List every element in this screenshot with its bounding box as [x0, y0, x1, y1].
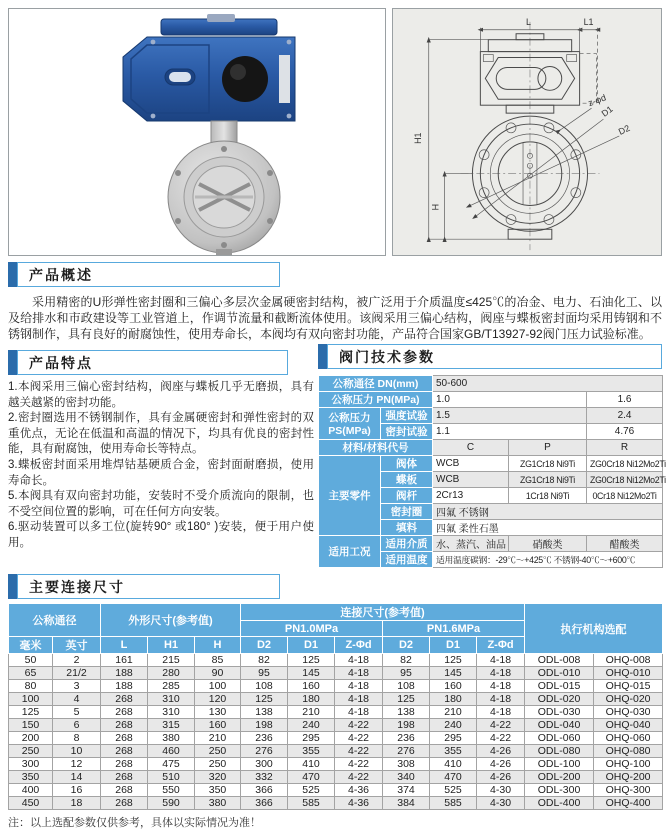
param-value: 2Cr13 [433, 488, 509, 504]
param-value: 1.1 [433, 424, 587, 440]
column-header-inch: 英寸 [53, 637, 101, 654]
table-cell: 50 [9, 654, 53, 667]
table-cell: 355 [430, 745, 477, 758]
table-cell: 510 [148, 771, 195, 784]
feature-item: 1.本阀采用三偏心密封结构，阀座与蝶板几乎无磨损，具有越关越紧的密封功能。 [8, 381, 314, 409]
table-cell: 120 [195, 693, 241, 706]
features-list [8, 380, 318, 552]
table-cell: 276 [241, 745, 288, 758]
table-cell: 268 [101, 706, 148, 719]
table-cell: 82 [241, 654, 288, 667]
table-cell: 100 [9, 693, 53, 706]
table-row [9, 706, 663, 719]
param-value: 4.76 [587, 424, 663, 440]
param-label: 适用工况 [319, 536, 381, 568]
valve-product-photo [9, 9, 385, 255]
section-header-dimensions [8, 574, 280, 599]
table-cell: 4-30 [477, 797, 525, 810]
feature-item: 5.本阀具有双向密封功能，安装时不受介质流向的限制，也不受空间位置的影响，可在任何方向安装。 [8, 490, 314, 518]
column-group-dn: 公称通径 [9, 604, 101, 637]
table-cell: 4-22 [335, 732, 383, 745]
param-value: ZG0Cr18 Ni12Mo2Ti [587, 456, 663, 472]
table-cell: 2 [53, 654, 101, 667]
param-label: 公称压力 PN(MPa) [319, 392, 433, 408]
table-cell: 268 [101, 719, 148, 732]
table-cell: OHQ-080 [594, 745, 663, 758]
table-row [9, 654, 663, 667]
param-value: 四氟 不锈钢 [433, 504, 663, 520]
table-cell: ODL-030 [525, 706, 594, 719]
dimension-drawing-panel [392, 8, 662, 256]
table-cell: 125 [383, 693, 430, 706]
param-sublabel: 填料 [381, 520, 433, 536]
table-cell: 236 [241, 732, 288, 745]
table-cell: ODL-200 [525, 771, 594, 784]
table-cell: 4-18 [335, 680, 383, 693]
param-value: 四氟 柔性石墨 [433, 520, 663, 536]
table-cell: OHQ-008 [594, 654, 663, 667]
table-cell: 300 [9, 758, 53, 771]
dim-label-D1: D1 [599, 103, 615, 119]
table-cell: 470 [430, 771, 477, 784]
table-cell: 366 [241, 797, 288, 810]
param-value: 醋酸类 [587, 536, 663, 552]
table-cell: 4-18 [477, 680, 525, 693]
table-cell: OHQ-300 [594, 784, 663, 797]
table-cell: 138 [383, 706, 430, 719]
header-accent-bar [8, 350, 17, 375]
column-group-connect: 连接尺寸(参考值) [241, 604, 525, 621]
feature-item: 3.蝶板密封面采用堆焊钴基硬质合金，密封面耐磨损，使用寿命长。 [8, 458, 314, 487]
table-cell: 250 [195, 758, 241, 771]
table-cell: 150 [9, 719, 53, 732]
param-value: 1.5 [433, 408, 587, 424]
features-column [8, 346, 318, 568]
table-row [9, 784, 663, 797]
table-row [9, 771, 663, 784]
table-cell: 268 [101, 784, 148, 797]
feature-item: 6.驱动装置可以多工位(旋转90° 或180° )安装，便于用户使用。 [8, 521, 314, 549]
header-accent-bar [8, 262, 17, 287]
dimensions-table-body [9, 654, 663, 810]
table-cell: ODL-040 [525, 719, 594, 732]
table-cell: 4-18 [335, 706, 383, 719]
feature-item: 2.密封圈选用不锈钢制作，具有金属硬密封和弹性密封的双重优点，无论在低温和高温的情况下，均具有优良的密封性能，具有耐腐蚀，使用寿命长等特点。 [8, 412, 314, 456]
table-cell: 350 [9, 771, 53, 784]
table-cell: 4-18 [477, 693, 525, 706]
table-cell: 215 [148, 654, 195, 667]
table-cell: 276 [383, 745, 430, 758]
table-cell: 8 [53, 732, 101, 745]
param-value: WCB [433, 472, 509, 488]
table-cell: 145 [288, 667, 335, 680]
actuator-slot-label [169, 72, 191, 82]
section-title-overview: 产品概述 [29, 266, 93, 283]
table-cell: 180 [430, 693, 477, 706]
column-group-actuator: 执行机构选配 [525, 604, 663, 654]
table-cell: 4-26 [477, 771, 525, 784]
param-label: 公称压力 PS(MPa) [319, 408, 381, 440]
table-cell: 95 [241, 667, 288, 680]
param-sublabel: 适用介质 [381, 536, 433, 552]
table-cell: 198 [383, 719, 430, 732]
table-cell: OHQ-040 [594, 719, 663, 732]
param-value: 1Cr18 Ni9Ti [509, 488, 587, 504]
table-row [9, 667, 663, 680]
table-cell: 160 [430, 680, 477, 693]
table-cell: 4-36 [335, 797, 383, 810]
table-cell: 4-22 [335, 758, 383, 771]
column-header-Zd-pn10: Z-Φd [335, 637, 383, 654]
table-cell: 100 [195, 680, 241, 693]
table-cell: 4-18 [477, 706, 525, 719]
column-header-H: H [195, 637, 241, 654]
table-cell: 200 [9, 732, 53, 745]
table-cell: 5 [53, 706, 101, 719]
table-row [9, 745, 663, 758]
table-cell: 108 [383, 680, 430, 693]
table-cell: ODL-060 [525, 732, 594, 745]
table-cell: 268 [101, 693, 148, 706]
section-header-tech-params [318, 344, 662, 369]
param-value: ZG0Cr18 Ni12Mo2Ti [587, 472, 663, 488]
table-cell: 525 [288, 784, 335, 797]
table-cell: 300 [241, 758, 288, 771]
table-cell: OHQ-015 [594, 680, 663, 693]
param-value: P [509, 440, 587, 456]
table-cell: 125 [288, 654, 335, 667]
param-sublabel: 阀杆 [381, 488, 433, 504]
table-cell: 250 [195, 745, 241, 758]
table-cell: 240 [430, 719, 477, 732]
table-cell: 4-22 [335, 771, 383, 784]
table-cell: 4-18 [477, 667, 525, 680]
table-cell: 380 [148, 732, 195, 745]
table-cell: 280 [148, 667, 195, 680]
table-cell: 4 [53, 693, 101, 706]
table-cell: 250 [9, 745, 53, 758]
table-cell: 16 [53, 784, 101, 797]
param-sublabel: 阀体 [381, 456, 433, 472]
param-value: 2.4 [587, 408, 663, 424]
param-value: ZG1Cr18 Ni9Ti [509, 456, 587, 472]
valve-dimension-drawing [393, 9, 661, 255]
table-cell: 585 [430, 797, 477, 810]
table-cell: 332 [241, 771, 288, 784]
table-cell: OHQ-200 [594, 771, 663, 784]
table-cell: 295 [430, 732, 477, 745]
table-cell: 384 [383, 797, 430, 810]
param-sublabel: 密封圈 [381, 504, 433, 520]
table-cell: 550 [148, 784, 195, 797]
table-cell: 138 [241, 706, 288, 719]
table-cell: 21/2 [53, 667, 101, 680]
table-cell: 188 [101, 667, 148, 680]
table-cell: 210 [195, 732, 241, 745]
column-header-L: L [101, 637, 148, 654]
tech-params-column [318, 346, 666, 568]
table-cell: 268 [101, 771, 148, 784]
table-cell: ODL-080 [525, 745, 594, 758]
table-cell: 410 [288, 758, 335, 771]
overview-paragraph: 采用精密的U形弹性密封圈和三偏心多层次金属硬密封结构，被广泛用于介质温度≤425℃的冶金、电力、石油化工、以及给排水和市政建设等工业管道上，作调节流量和截断流体使用。该阀采用三偏心结构，阀座与蝶板密封面均采用铸钢和不锈钢制作，具有良好的耐腐蚀性，使用寿命长，本阀均有双向密封功能，产品符合国家GB/T13927-92阀门压力试验标准。 [8, 295, 662, 341]
table-cell: 130 [195, 706, 241, 719]
table-cell: OHQ-010 [594, 667, 663, 680]
table-cell: 410 [430, 758, 477, 771]
table-cell: 366 [241, 784, 288, 797]
param-value: R [587, 440, 663, 456]
param-label: 主要零件 [319, 456, 381, 536]
table-cell: 315 [148, 719, 195, 732]
dim-label-z-phi-d: z-φd [586, 92, 608, 109]
table-cell: 236 [383, 732, 430, 745]
table-cell: 82 [383, 654, 430, 667]
dim-label-D2: D2 [616, 122, 632, 137]
middle-columns [8, 346, 666, 568]
header-accent-bar [318, 344, 327, 369]
param-value: 1.0 [433, 392, 587, 408]
table-row [9, 732, 663, 745]
param-value: 1.6 [587, 392, 663, 408]
table-cell: 14 [53, 771, 101, 784]
column-header-H1: H1 [148, 637, 195, 654]
table-cell: OHQ-400 [594, 797, 663, 810]
table-cell: 240 [288, 719, 335, 732]
table-cell: 108 [241, 680, 288, 693]
table-cell: 590 [148, 797, 195, 810]
table-cell: 12 [53, 758, 101, 771]
param-value: 0Cr18 Ni12Mo2Ti [587, 488, 663, 504]
table-cell: 125 [9, 706, 53, 719]
table-cell: ODL-008 [525, 654, 594, 667]
table-cell: 470 [288, 771, 335, 784]
table-cell: 4-18 [335, 693, 383, 706]
table-cell: 350 [195, 784, 241, 797]
table-cell: 585 [288, 797, 335, 810]
table-cell: 268 [101, 732, 148, 745]
table-cell: 4-22 [477, 732, 525, 745]
table-cell: 85 [195, 654, 241, 667]
table-cell: ODL-020 [525, 693, 594, 706]
table-cell: 525 [430, 784, 477, 797]
column-header-D2-pn16: D2 [383, 637, 430, 654]
table-cell: 4-22 [335, 745, 383, 758]
table-cell: 160 [195, 719, 241, 732]
table-cell: 210 [288, 706, 335, 719]
section-title-tech-params: 阀门技术参数 [339, 348, 435, 365]
table-cell: 3 [53, 680, 101, 693]
table-cell: 460 [148, 745, 195, 758]
table-cell: 268 [101, 745, 148, 758]
param-value: 50-600 [433, 376, 663, 392]
dim-label-H: H [430, 203, 441, 211]
section-title-dimensions: 主要连接尺寸 [29, 578, 125, 595]
dim-label-L: L [526, 16, 531, 27]
table-cell: 4-36 [335, 784, 383, 797]
column-group-pn16: PN1.6MPa [383, 621, 525, 637]
table-cell: ODL-300 [525, 784, 594, 797]
table-cell: ODL-400 [525, 797, 594, 810]
table-cell: 400 [9, 784, 53, 797]
table-row [9, 797, 663, 810]
table-cell: ODL-100 [525, 758, 594, 771]
table-cell: ODL-015 [525, 680, 594, 693]
table-row [9, 758, 663, 771]
product-photo-panel [8, 8, 386, 256]
table-cell: 125 [430, 654, 477, 667]
table-row [9, 693, 663, 706]
table-cell: 6 [53, 719, 101, 732]
table-cell: 4-22 [335, 719, 383, 732]
table-cell: 268 [101, 758, 148, 771]
actuator-knob-highlight [230, 64, 246, 80]
table-cell: 4-18 [335, 654, 383, 667]
column-group-outline: 外形尺寸(参考值) [101, 604, 241, 637]
param-value: 适用温度碳钢：-29℃～+425℃ 不锈钢-40℃～+600℃ [433, 552, 663, 568]
param-value: ZG1Cr18 Ni9Ti [509, 472, 587, 488]
actuator-side-label [279, 55, 290, 103]
table-row [9, 719, 663, 732]
table-cell: OHQ-030 [594, 706, 663, 719]
dim-label-H1: H1 [412, 132, 423, 144]
top-image-row [8, 8, 662, 256]
table-cell: 285 [148, 680, 195, 693]
table-cell: 380 [195, 797, 241, 810]
table-cell: 374 [383, 784, 430, 797]
table-cell: 4-18 [335, 667, 383, 680]
table-cell: 125 [241, 693, 288, 706]
column-header-D1-pn16: D1 [430, 637, 477, 654]
param-value: 硝酸类 [509, 536, 587, 552]
param-label: 公称通径 DN(mm) [319, 376, 433, 392]
table-cell: 295 [288, 732, 335, 745]
connection-dimensions-table [8, 603, 663, 810]
column-group-pn10: PN1.0MPa [241, 621, 383, 637]
section-header-features [8, 350, 288, 375]
table-row [9, 680, 663, 693]
param-value: C [433, 440, 509, 456]
param-sublabel: 密封试验 [381, 424, 433, 440]
section-header-overview [8, 262, 280, 287]
section-title-features: 产品特点 [29, 354, 93, 371]
table-cell: OHQ-060 [594, 732, 663, 745]
table-cell: 475 [148, 758, 195, 771]
table-cell: 310 [148, 693, 195, 706]
table-cell: 188 [101, 680, 148, 693]
bottom-plug [216, 249, 232, 255]
param-value: WCB [433, 456, 509, 472]
table-cell: 320 [195, 771, 241, 784]
tech-params-table [318, 375, 666, 568]
table-cell: OHQ-100 [594, 758, 663, 771]
table-cell: 4-18 [477, 654, 525, 667]
column-header-D1-pn10: D1 [288, 637, 335, 654]
column-header-Zd-pn16: Z-Φd [477, 637, 525, 654]
column-header-mm: 毫米 [9, 637, 53, 654]
table-cell: 180 [288, 693, 335, 706]
table-cell: 355 [288, 745, 335, 758]
table-cell: 80 [9, 680, 53, 693]
actuator-knob [222, 56, 268, 102]
table-cell: 450 [9, 797, 53, 810]
table-cell: 210 [430, 706, 477, 719]
table-cell: 161 [101, 654, 148, 667]
table-cell: 95 [383, 667, 430, 680]
column-header-D2-pn10: D2 [241, 637, 288, 654]
table-cell: 4-30 [477, 784, 525, 797]
table-cell: 18 [53, 797, 101, 810]
table-cell: 145 [430, 667, 477, 680]
table-cell: 310 [148, 706, 195, 719]
table-cell: 10 [53, 745, 101, 758]
table-cell: 4-26 [477, 758, 525, 771]
table-cell: OHQ-020 [594, 693, 663, 706]
table-cell: 198 [241, 719, 288, 732]
param-sublabel: 强度试验 [381, 408, 433, 424]
table-cell: 268 [101, 797, 148, 810]
table-cell: 90 [195, 667, 241, 680]
header-accent-bar [8, 574, 17, 599]
table-cell: 65 [9, 667, 53, 680]
dim-label-L1: L1 [583, 16, 594, 27]
param-value: 水、蒸汽、油品 [433, 536, 509, 552]
param-sublabel: 适用温度 [381, 552, 433, 568]
footer-note: 注：以上选配参数仅供参考，具体以实际情况为准！ [8, 817, 261, 829]
param-label: 材料/材料代号 [319, 440, 433, 456]
table-cell: 4-26 [477, 745, 525, 758]
table-cell: 308 [383, 758, 430, 771]
actuator-top-connector [207, 14, 235, 22]
table-cell: 160 [288, 680, 335, 693]
table-cell: ODL-010 [525, 667, 594, 680]
param-sublabel: 蝶板 [381, 472, 433, 488]
table-cell: 4-22 [477, 719, 525, 732]
table-cell: 340 [383, 771, 430, 784]
